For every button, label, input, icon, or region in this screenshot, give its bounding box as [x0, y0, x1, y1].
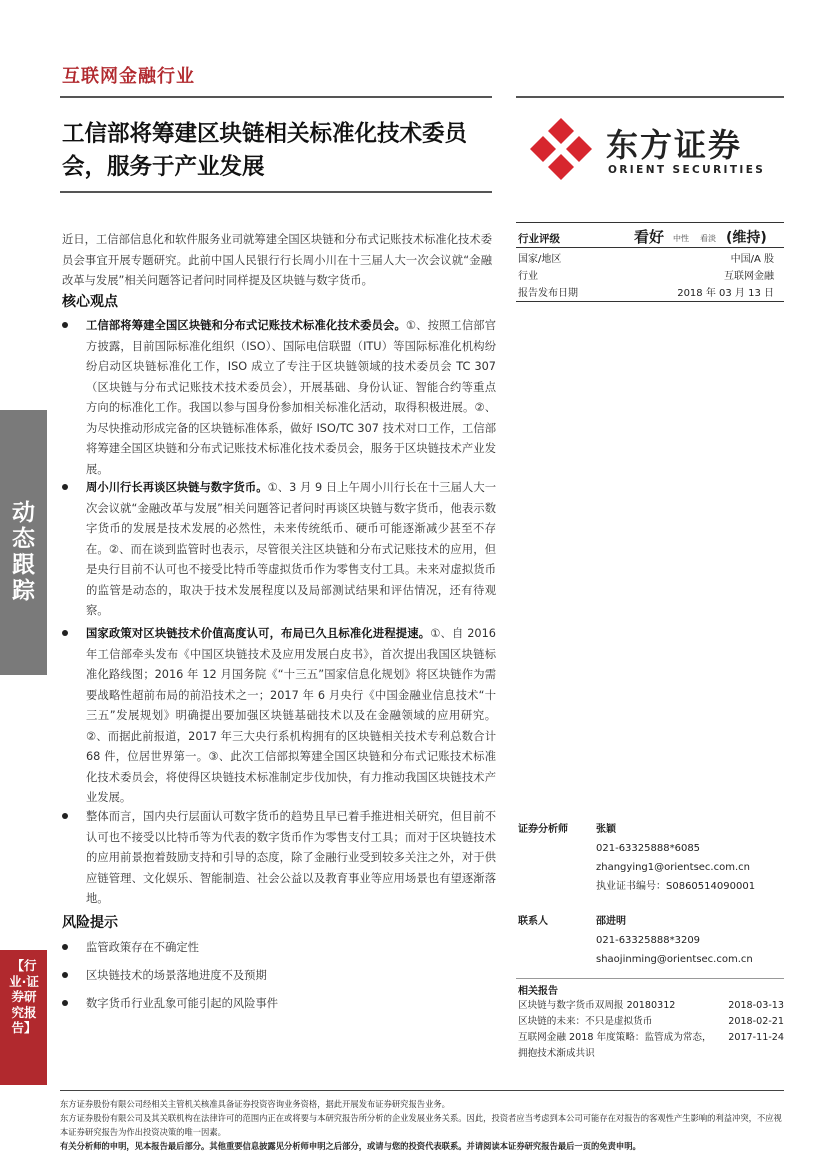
risk-item: 数字货币行业乱象可能引起的风险事件: [62, 995, 278, 1011]
risk-item: 监管政策存在不确定性: [62, 939, 199, 955]
related-item[interactable]: [518, 1014, 784, 1030]
info-value: 2018 年 03 月 13 日: [677, 288, 774, 299]
side-band-label: 动态跟踪: [12, 500, 35, 604]
info-value: 中国/A 股: [730, 254, 774, 265]
info-label: 国家/地区: [518, 254, 562, 265]
core-bullet: [62, 624, 496, 809]
rating-rule: [516, 247, 784, 248]
related-date: 2018-02-21: [728, 1016, 784, 1027]
footer-line: 东方证券股份有限公司及其关联机构在法律许可的范围内正在或将要与本研究报告所分析的企业发展业务关系。因此，投资者应当考虑到本公司可能存在对报告的客观性产生影响的利益冲突，不应视本证券研究报告为作出投资决策的唯一因素。: [60, 1113, 782, 1137]
contact-role: 联系人: [518, 916, 548, 927]
bullet-text: 整体而言，国内央行层面认可数字货币的趋势且早已着手推进相关研究，但目前不认可也不接受以比特币等为代表的数字货币作为零售支付工具；而对于区块链技术的应用前景抱着鼓励支持和引导的态度，除了金融行业受到较多关注之外，对于供应链管理、文化娱乐、智能制造、社会公益以及教育事业等应用场景也有望逐渐落地。: [86, 810, 496, 905]
bullet-dot-icon: [62, 944, 68, 950]
bullet-dot-icon: [62, 484, 68, 490]
related-title: 区块链的未来：不只是虚拟货币: [518, 1016, 653, 1027]
rating-row: [518, 226, 784, 248]
logo-name-cn: 东方证券: [606, 126, 743, 164]
analyst-phone: 021-63325888*6085: [596, 843, 701, 854]
core-bullet: [62, 807, 496, 910]
analyst-role: 证券分析师: [518, 824, 568, 835]
risk-item: 区块链技术的场景落地进度不及预期: [62, 967, 267, 983]
related-list: [518, 998, 784, 1064]
industry-tag: 互联网金融行业: [62, 66, 195, 87]
info-label: 行业: [518, 271, 538, 282]
analyst-name: 张颖: [596, 824, 616, 835]
header-rule: [60, 96, 492, 98]
footer-disclaimer: [60, 1097, 790, 1153]
rating-value: 看好: [634, 228, 665, 246]
related-top-rule: [516, 978, 784, 979]
info-label: 报告发布日期: [518, 288, 578, 299]
rating-top-rule: [516, 222, 784, 223]
related-title: 区块链与数字货币双周报 20180312: [518, 1000, 676, 1011]
bullet-text: 工信部将筹建全国区块链和分布式记账技术标准化技术委员会。①、按照工信部官方披露，目前国际标准化组织（ISO）、国际电信联盟（ITU）等国际标准化机构纷纷启动区块链标准化工作，ISO 成立了专注于区块链领域的技术委员会 TC 307（区块链与分布式记账技术技术委员会），开展基础、身份认证、智能合约等重点方向的标准化工作。我国以参与国身份参加相关标准化活动，取得积极进展。②、为尽快推动形成完备的区块链标准体系，做好 ISO/TC 307 技术对口工作，工信部将筹建全国区块链和分布式记账技术标准化技术委员会，服务于区块链技术产业发展。: [86, 319, 496, 476]
rating-status: (维持): [726, 230, 767, 246]
analyst-cert: 执业证书编号：S0860514090001: [596, 881, 756, 892]
bullet-dot-icon: [62, 630, 68, 636]
header-rule-right: [516, 96, 784, 98]
footer-line-bold: 有关分析师的申明，见本报告最后部分。其他重要信息披露见分析师申明之后部分，或请与您的投资代表联系。并请阅读本证券研究报告最后一页的免责申明。: [60, 1141, 641, 1151]
related-date: 2018-03-13: [728, 1000, 784, 1011]
contact-email[interactable]: shaojinming@orientsec.com.cn: [596, 954, 753, 965]
related-title: 互联网金融 2018 年度策略：监管成为常态，拥抱技术渐成共识: [518, 1032, 712, 1059]
logo-mark-icon: [528, 116, 594, 182]
related-item[interactable]: [518, 1030, 784, 1064]
risk-heading: 风险提示: [62, 915, 118, 931]
core-bullet: [62, 316, 496, 480]
title-rule: [60, 191, 492, 193]
core-view-heading: 核心观点: [62, 294, 118, 310]
footer-rule: [60, 1090, 784, 1091]
company-logo: [528, 114, 768, 184]
report-title: 工信部将筹建区块链相关标准化技术委员会，服务于产业发展: [62, 121, 468, 180]
bullet-dot-icon: [62, 813, 68, 819]
footer-line: 东方证券股份有限公司经相关主管机关核准具备证券投资咨询业务资格，据此开展发布证券研究报告业务。: [60, 1099, 450, 1109]
bullet-text: 国家政策对区块链技术价值高度认可，布局已久且标准化进程提速。①、自 2016 年工信部牵头发布《中国区块链技术及应用发展白皮书》，首次提出我国区块链标准化路线图；2016 年 12 月国务院《“十三五”国家信息化规划》将区块链作为需要战略性超前布局的前沿技术之一；2017 年 6 月央行《中国金融业信息技术“十三五”发展规划》明确提出要加强区块链基础技术以及在金融领域的应用研究。②、而据此前报道，2017 年三大央行系机构拥有的区块链相关技术专利总数合计 68 件，位居世界第一。③、此次工信部拟筹建全国区块链和分布式记账技术标准化技术委员会，将使得区块链技术标准制定步伐加快，有力推动我国区块链技术产业发展。: [86, 627, 496, 804]
bullet-text: 周小川行长再谈区块链与数字货币。①、3 月 9 日上午周小川行长在十三届人大一次会议就“金融改革与发展”相关问题答记者问时再谈区块链与数字货币，他表示数字货币的发展是技术发展的必然性，未来传统纸币、硬币可能逐渐减少甚至不存在。②、而在谈到监管时也表示，尽管很关注区块链和分布式记账技术的应用，但是央行目前不认可也不接受比特币等虚拟货币作为零售支付工具。未来对虚拟货币的监管是动态的，取决于技术发展程度以及局部测试结果和评估情况，还有待观察。: [86, 481, 496, 617]
logo-name-en: ORIENT SECURITIES: [608, 164, 766, 176]
bullet-dot-icon: [62, 1000, 68, 1006]
contact-phone: 021-63325888*3209: [596, 935, 701, 946]
info-value: 互联网金融: [724, 271, 774, 282]
rating-bearish: 看淡: [700, 234, 716, 243]
contact-name: 邵进明: [596, 916, 626, 927]
rating-bottom-rule: [516, 301, 784, 302]
intro-paragraph: 近日，工信部信息化和软件服务业司就筹建全国区块链和分布式记账技术标准化技术委员会事宜开展专题研究。此前中国人民银行行长周小川在十三届人大一次会议就“金融改革与发展”相关问题答记者问时同样提及区块链与数字货币。: [62, 233, 492, 287]
bullet-dot-icon: [62, 322, 68, 328]
related-date: 2017-11-24: [728, 1032, 784, 1043]
side-report-type-label: 【行业·证券研究报告】: [9, 958, 39, 1035]
rating-label: 行业评级: [518, 233, 560, 245]
related-item[interactable]: [518, 998, 784, 1014]
related-heading: 相关报告: [518, 986, 558, 997]
bullet-dot-icon: [62, 972, 68, 978]
rating-neutral: 中性: [673, 234, 689, 243]
core-bullet: [62, 478, 496, 622]
analyst-email[interactable]: zhangying1@orientsec.com.cn: [596, 862, 750, 873]
